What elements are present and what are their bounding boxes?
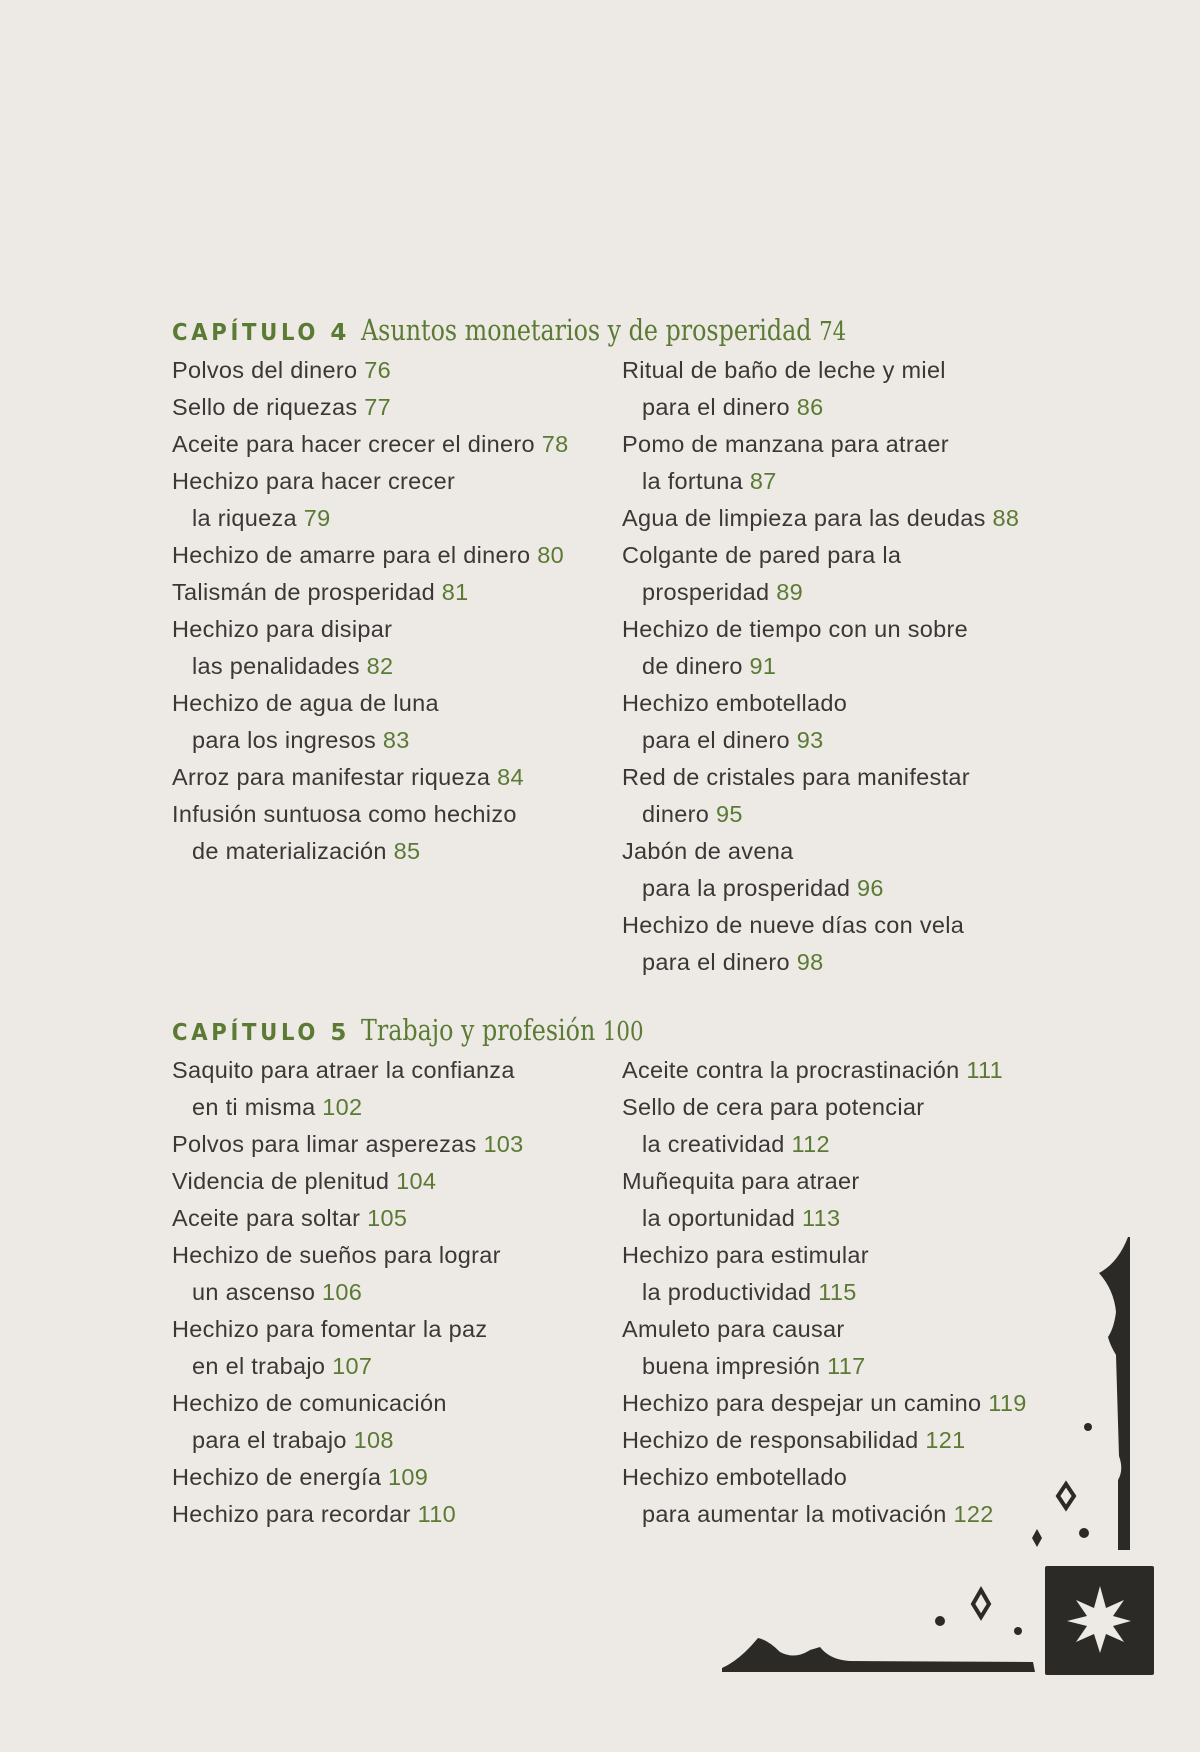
entry-page-number: 89 xyxy=(776,579,804,605)
entry-title: Polvos del dinero xyxy=(172,357,358,383)
toc-entry xyxy=(172,574,612,611)
entry-title-continued xyxy=(172,648,612,685)
entry-title: Hechizo embotellado xyxy=(622,1464,848,1490)
toc-entry xyxy=(172,1237,612,1311)
entry-title-line2: buena impresión xyxy=(642,1353,821,1379)
entry-page-number: 112 xyxy=(791,1131,830,1157)
entry-page-number: 108 xyxy=(353,1427,394,1453)
entry-title: Polvos para limar asperezas xyxy=(172,1131,477,1157)
entry-title: Hechizo de tiempo con un sobre xyxy=(622,616,969,642)
entry-page-number: 98 xyxy=(796,949,824,975)
entry-page-number: 88 xyxy=(992,505,1020,531)
entry-page-number: 106 xyxy=(322,1279,363,1305)
corner-star-ornament-icon xyxy=(700,1220,1180,1700)
entry-page-number: 78 xyxy=(541,431,569,457)
entry-title-continued xyxy=(172,500,612,537)
entry-title: Hechizo para fomentar la paz xyxy=(172,1316,488,1342)
entry-title-line2: para aumentar la motivación xyxy=(642,1501,947,1527)
entry-page-number: 110 xyxy=(417,1501,457,1527)
entry-title-continued xyxy=(172,722,612,759)
ornament-horizontal-bar xyxy=(722,1638,1035,1672)
chapter-title xyxy=(361,1010,644,1052)
toc-entry xyxy=(172,1200,612,1237)
toc-entry xyxy=(172,1459,612,1496)
chapter-title-text: Asuntos monetarios y de prosperidad xyxy=(360,313,812,347)
entry-title: Hechizo de sueños para lograr xyxy=(172,1242,501,1268)
entry-page-number: 86 xyxy=(796,394,824,420)
entry-title: Aceite contra la procrastinación xyxy=(622,1057,960,1083)
entry-page-number: 111 xyxy=(966,1057,1003,1083)
entry-title-continued xyxy=(172,833,612,870)
entry-title: Hechizo de nueve días con vela xyxy=(622,912,965,938)
toc-entry xyxy=(172,426,612,463)
entry-page-number: 119 xyxy=(988,1390,1027,1416)
entry-title: Jabón de avena xyxy=(622,838,794,864)
entry-title-continued xyxy=(172,1348,612,1385)
chapter-page: 74 xyxy=(818,317,847,347)
toc-entry xyxy=(172,611,612,685)
ornament-dot xyxy=(1014,1627,1022,1635)
toc-entry xyxy=(622,685,1062,759)
entry-title: Red de cristales para manifestar xyxy=(622,764,970,790)
toc-entry xyxy=(172,1052,612,1126)
toc-entry xyxy=(172,1496,612,1533)
chapter-page: 100 xyxy=(602,1017,644,1047)
entry-title: Infusión suntuosa como hechizo xyxy=(172,801,517,827)
chapter-label: CAPÍTULO xyxy=(172,1020,320,1046)
entry-page-number: 122 xyxy=(953,1501,994,1527)
entry-page-number: 76 xyxy=(364,357,391,383)
chapter-5 xyxy=(172,1010,1072,1527)
toc-entry xyxy=(622,500,1062,537)
entry-title: Hechizo de amarre para el dinero xyxy=(172,542,531,568)
ornament-diamond-outline xyxy=(973,1590,989,1617)
entry-page-number: 96 xyxy=(857,875,884,901)
entry-page-number: 105 xyxy=(367,1205,408,1231)
entry-title: Videncia de plenitud xyxy=(172,1168,390,1194)
entry-title: Sello de riquezas xyxy=(172,394,358,420)
entry-page-number: 85 xyxy=(393,838,421,864)
chapter-4 xyxy=(172,310,1072,975)
toc-column-left xyxy=(172,1052,612,1533)
toc-entry xyxy=(622,537,1062,611)
entry-title: Hechizo para recordar xyxy=(172,1501,411,1527)
entry-title-line2: para el trabajo xyxy=(192,1427,347,1453)
toc-entry xyxy=(622,759,1062,833)
entry-title: Sello de cera para potenciar xyxy=(622,1094,925,1120)
chapter-label: CAPÍTULO xyxy=(172,320,320,346)
toc-entry xyxy=(172,1385,612,1459)
entry-title: Amuleto para causar xyxy=(622,1316,845,1342)
chapter-heading xyxy=(172,1010,1072,1050)
entry-title-line2: la creatividad xyxy=(642,1131,785,1157)
entry-title: Ritual de baño de leche y miel xyxy=(622,357,946,383)
entry-title-continued xyxy=(622,1126,1062,1163)
chapter-title-text: Trabajo y profesión xyxy=(360,1013,596,1047)
entry-page-number: 102 xyxy=(322,1094,363,1120)
entry-title-continued xyxy=(172,1422,612,1459)
entry-page-number: 115 xyxy=(818,1279,857,1305)
ornament-diamond xyxy=(1032,1529,1042,1547)
entry-title-line2: la fortuna xyxy=(642,468,743,494)
toc-column-right xyxy=(622,352,1062,981)
entry-title-line2: la riqueza xyxy=(192,505,297,531)
entry-title: Hechizo de energía xyxy=(172,1464,382,1490)
entry-title-line2: la oportunidad xyxy=(642,1205,796,1231)
entry-title-line2: la productividad xyxy=(642,1279,812,1305)
entry-title: Muñequita para atraer xyxy=(622,1168,860,1194)
entry-title-line2: dinero xyxy=(642,801,710,827)
entry-page-number: 95 xyxy=(715,801,743,827)
toc-entry xyxy=(622,907,1062,981)
entry-title-line2: de materialización xyxy=(192,838,387,864)
toc-entry xyxy=(622,611,1062,685)
entry-title-line2: en ti misma xyxy=(192,1094,316,1120)
entry-title-continued xyxy=(622,722,1062,759)
entry-title-continued xyxy=(622,648,1062,685)
toc-entry xyxy=(172,537,612,574)
toc-entry xyxy=(172,759,612,796)
entry-page-number: 117 xyxy=(827,1353,866,1379)
entry-title: Hechizo para disipar xyxy=(172,616,393,642)
toc-entry xyxy=(622,352,1062,426)
entry-title: Agua de limpieza para las deudas xyxy=(622,505,986,531)
entry-title-continued xyxy=(622,796,1062,833)
entry-title-line2: un ascenso xyxy=(192,1279,316,1305)
toc-entry xyxy=(622,1052,1062,1089)
entry-title-line2: en el trabajo xyxy=(192,1353,326,1379)
chapter-number: 4 xyxy=(330,320,347,346)
entry-page-number: 79 xyxy=(303,505,331,531)
chapter-number: 5 xyxy=(330,1020,347,1046)
entry-title: Saquito para atraer la confianza xyxy=(172,1057,515,1083)
ornament-dot xyxy=(1084,1423,1092,1431)
entry-page-number: 121 xyxy=(925,1427,966,1453)
entry-page-number: 93 xyxy=(796,727,824,753)
entry-page-number: 109 xyxy=(388,1464,429,1490)
toc-entry xyxy=(172,796,612,870)
entry-title-continued xyxy=(172,1274,612,1311)
entry-title: Pomo de manzana para atraer xyxy=(622,431,949,457)
toc-entry xyxy=(622,833,1062,907)
entry-title: Arroz para manifestar riqueza xyxy=(172,764,491,790)
entry-title-line2: para el dinero xyxy=(642,394,790,420)
entry-page-number: 104 xyxy=(396,1168,437,1194)
entry-page-number: 77 xyxy=(364,394,391,420)
entry-title-line2: de dinero xyxy=(642,653,743,679)
entry-page-number: 82 xyxy=(366,653,394,679)
toc-entry xyxy=(172,1126,612,1163)
entry-page-number: 80 xyxy=(537,542,564,568)
entry-title-line2: para el dinero xyxy=(642,727,790,753)
entry-page-number: 107 xyxy=(332,1353,373,1379)
toc-column-left xyxy=(172,352,612,870)
entry-page-number: 87 xyxy=(749,468,777,494)
entry-page-number: 84 xyxy=(497,764,524,790)
entry-title-line2: para los ingresos xyxy=(192,727,377,753)
entry-title-continued xyxy=(172,1089,612,1126)
entry-title-continued xyxy=(622,944,1062,981)
toc-entry xyxy=(172,463,612,537)
entry-title-line2: las penalidades xyxy=(192,653,360,679)
entry-page-number: 113 xyxy=(802,1205,841,1231)
entry-page-number: 103 xyxy=(483,1131,524,1157)
toc-entry xyxy=(172,1163,612,1200)
entry-page-number: 91 xyxy=(749,653,777,679)
entry-title: Hechizo de responsabilidad xyxy=(622,1427,919,1453)
entry-title-continued xyxy=(622,389,1062,426)
entry-title-continued xyxy=(622,463,1062,500)
entry-title: Talismán de prosperidad xyxy=(172,579,435,605)
toc-entry xyxy=(172,352,612,389)
toc-entry xyxy=(172,685,612,759)
entry-title-continued xyxy=(622,870,1062,907)
entry-title: Hechizo de comunicación xyxy=(172,1390,447,1416)
entry-page-number: 83 xyxy=(382,727,410,753)
entry-title: Aceite para hacer crecer el dinero xyxy=(172,431,535,457)
chapter-title xyxy=(361,310,846,352)
ornament-dot xyxy=(935,1616,945,1626)
toc-entry xyxy=(172,1311,612,1385)
entry-title-line2: prosperidad xyxy=(642,579,770,605)
toc-entry xyxy=(622,1089,1062,1163)
entry-title: Hechizo para hacer crecer xyxy=(172,468,456,494)
entry-title-line2: para el dinero xyxy=(642,949,790,975)
entry-title-line2: para la prosperidad xyxy=(642,875,851,901)
entry-title: Colgante de pared para la xyxy=(622,542,902,568)
ornament-vertical-bar xyxy=(1099,1237,1130,1550)
toc-entry xyxy=(622,426,1062,500)
entry-title: Hechizo embotellado xyxy=(622,690,848,716)
chapter-heading xyxy=(172,310,1072,350)
entry-title: Aceite para soltar xyxy=(172,1205,361,1231)
toc-entry xyxy=(172,389,612,426)
ornament-diamond-outline xyxy=(1058,1484,1074,1508)
entry-title: Hechizo para estimular xyxy=(622,1242,869,1268)
entry-title: Hechizo para despejar un camino xyxy=(622,1390,982,1416)
entry-page-number: 81 xyxy=(441,579,469,605)
entry-title-continued xyxy=(622,574,1062,611)
entry-title: Hechizo de agua de luna xyxy=(172,690,439,716)
ornament-dot xyxy=(1079,1528,1089,1538)
